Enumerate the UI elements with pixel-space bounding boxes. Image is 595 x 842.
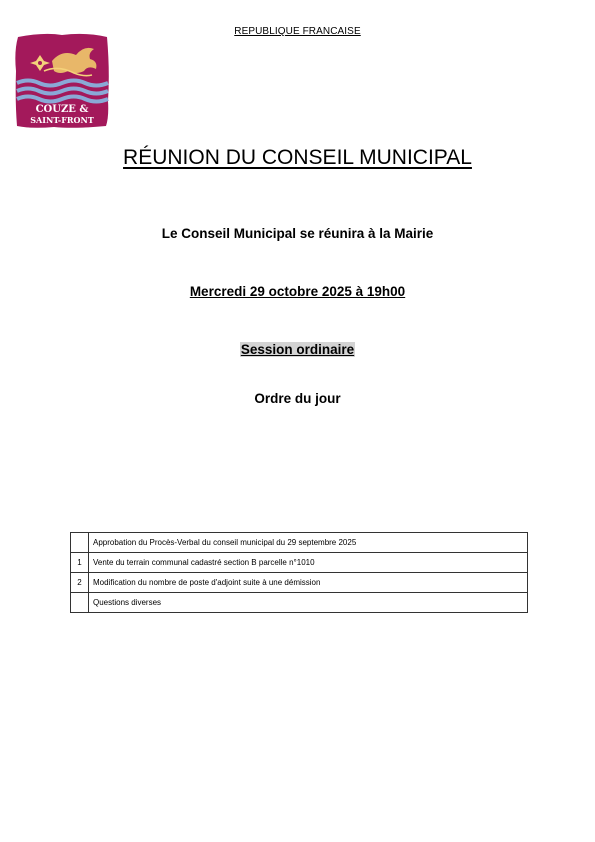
agenda-item: Approbation du Procès-Verbal du conseil municipal du 29 septembre 2025 [89,533,528,553]
agenda-heading: Ordre du jour [254,391,341,406]
agenda-item: Questions diverses [89,593,528,613]
table-row [71,573,528,593]
table-row [71,533,528,553]
dragon-emblem-icon [14,31,110,129]
agenda-number: 1 [71,553,89,573]
agenda-number [71,593,89,613]
meeting-date: Mercredi 29 octobre 2025 à 19h00 [189,284,406,299]
agenda-item: Vente du terrain communal cadastré section B parcelle n°1010 [89,553,528,573]
table-row [71,553,528,573]
commune-logo [14,31,110,129]
agenda-table [70,532,528,613]
session-type [0,342,595,357]
logo-line1: COUZE & [35,104,89,115]
agenda-number [71,533,89,553]
logo-line2: SAINT-FRONT [30,115,94,125]
meeting-place: Le Conseil Municipal se réunira à la Mairie [161,226,434,241]
session-label: Session ordinaire [240,342,355,357]
table-row [71,593,528,613]
agenda-item: Modification du nombre de poste d'adjoint suite à une démission [89,573,528,593]
agenda-number: 2 [71,573,89,593]
page-title: RÉUNION DU CONSEIL MUNICIPAL [123,146,472,169]
header-republique: REPUBLIQUE FRANCAISE [234,26,361,37]
